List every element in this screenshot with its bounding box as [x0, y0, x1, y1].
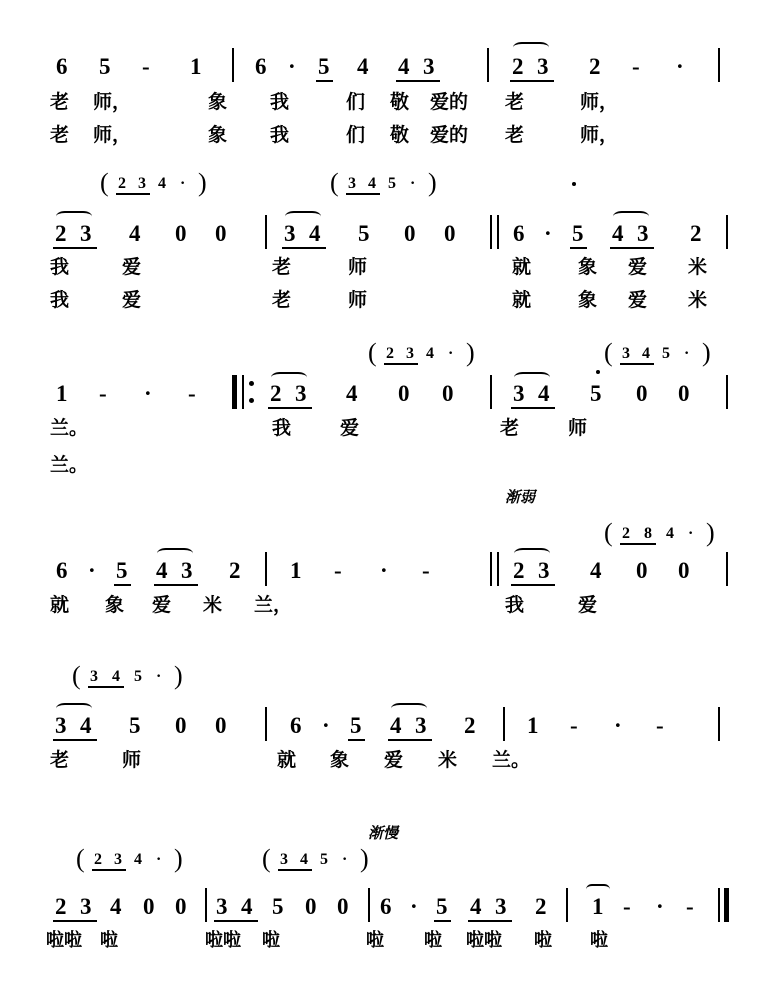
- lyric: 米: [688, 289, 708, 311]
- ornament-note: 5: [388, 175, 396, 192]
- note: 0: [678, 558, 690, 583]
- note: 4: [80, 713, 92, 738]
- dynamic-marking: 渐慢: [368, 824, 399, 842]
- note: -: [188, 381, 196, 406]
- note: 0: [175, 221, 187, 246]
- note: 3: [55, 713, 67, 738]
- note: 5: [99, 54, 111, 79]
- ornament-note: 3: [622, 345, 630, 362]
- lyric: 啦: [262, 930, 280, 951]
- ornament-dot: ·: [448, 345, 454, 362]
- lyric: 我: [272, 417, 292, 439]
- beam: [88, 686, 124, 688]
- barline: [265, 215, 267, 249]
- note: 1: [290, 558, 302, 583]
- ornament-dot: ·: [156, 668, 162, 685]
- note: 1: [56, 381, 68, 406]
- final-barline-thick: [724, 888, 729, 922]
- note: 4: [538, 381, 550, 406]
- barline: [497, 552, 499, 586]
- note: 3: [537, 54, 549, 79]
- note: 1: [190, 54, 202, 79]
- lyric: 就: [512, 256, 532, 278]
- note: 6: [56, 54, 68, 79]
- note: 2: [464, 713, 476, 738]
- note: 3: [80, 894, 92, 919]
- lyric: 我: [505, 594, 525, 616]
- dot-augment: ·: [322, 713, 330, 738]
- dot-augment: ·: [144, 381, 152, 406]
- barline: [490, 215, 492, 249]
- final-barline-thin: [718, 888, 720, 922]
- note: 3: [538, 558, 550, 583]
- barline: [566, 888, 568, 922]
- ornament-paren-open: (: [604, 518, 613, 547]
- repeat-dot: [249, 381, 254, 386]
- note: 4: [470, 894, 482, 919]
- ornament-note: 3: [348, 175, 356, 192]
- note: 5: [318, 54, 330, 79]
- note: 5: [590, 381, 602, 406]
- note: 6: [56, 558, 68, 583]
- note: -: [422, 558, 430, 583]
- lyric: 敬: [390, 124, 410, 146]
- ornament-note: 4: [158, 175, 166, 192]
- note: 0: [404, 221, 416, 246]
- ornament-paren-open: (: [368, 338, 377, 367]
- note: 4: [309, 221, 321, 246]
- beam: [346, 193, 380, 195]
- note: 3: [181, 558, 193, 583]
- note: 2: [270, 381, 282, 406]
- ornament-dot: ·: [180, 175, 186, 192]
- note: 2: [229, 558, 241, 583]
- ornament-paren-open: (: [604, 338, 613, 367]
- ornament-note: 5: [320, 851, 328, 868]
- ornament-paren-close: ): [706, 518, 715, 547]
- note: 0: [444, 221, 456, 246]
- note: -: [632, 54, 640, 79]
- note: 0: [143, 894, 155, 919]
- note: 4: [357, 54, 369, 79]
- ornament-note: 4: [426, 345, 434, 362]
- repeat-dot: [249, 398, 254, 403]
- lyric: 米: [203, 594, 223, 616]
- ornament-note: 8: [644, 525, 652, 542]
- note: 2: [690, 221, 702, 246]
- note: 5: [572, 221, 584, 246]
- lyric: 米: [688, 256, 708, 278]
- note: 5: [272, 894, 284, 919]
- lyric: 老: [50, 749, 70, 771]
- note: 3: [295, 381, 307, 406]
- ornament-paren-close: ): [466, 338, 475, 367]
- lyric: 老: [50, 91, 70, 113]
- note: 0: [215, 221, 227, 246]
- ornament-note: 5: [134, 668, 142, 685]
- barline: [497, 215, 499, 249]
- dot-augment: ·: [656, 894, 664, 919]
- beam: [114, 584, 131, 586]
- lyric: 师，: [93, 124, 132, 146]
- ornament-note: 4: [134, 851, 142, 868]
- beam: [278, 869, 312, 871]
- ornament-paren-open: (: [72, 661, 81, 690]
- beam: [620, 543, 656, 545]
- beam: [384, 363, 418, 365]
- note: 4: [241, 894, 253, 919]
- lyric: 敬: [390, 91, 410, 113]
- note: 0: [337, 894, 349, 919]
- ornament-note: 2: [386, 345, 394, 362]
- note: -: [570, 713, 578, 738]
- lyric: 象: [105, 594, 125, 616]
- barline: [232, 48, 234, 82]
- lyric: 爱的: [430, 124, 469, 146]
- lyric: 我: [270, 124, 290, 146]
- note: 0: [215, 713, 227, 738]
- lyric: 爱的: [430, 91, 469, 113]
- ornament-paren-close: ): [360, 844, 369, 873]
- note: 3: [637, 221, 649, 246]
- dot-augment: ·: [380, 558, 388, 583]
- dot-augment: ·: [614, 713, 622, 738]
- barline: [718, 48, 720, 82]
- note: 3: [284, 221, 296, 246]
- lyric: 啦: [590, 930, 608, 951]
- lyric: 啦: [366, 930, 384, 951]
- repeat-barline-thick: [232, 375, 237, 409]
- barline: [726, 375, 728, 409]
- note: 4: [129, 221, 141, 246]
- note: 5: [116, 558, 128, 583]
- note: 2: [513, 558, 525, 583]
- note: 0: [175, 894, 187, 919]
- note: 2: [535, 894, 547, 919]
- note: 5: [350, 713, 362, 738]
- ornament-note: 3: [90, 668, 98, 685]
- beam: [154, 584, 198, 586]
- ornament-dot: ·: [688, 525, 694, 542]
- ornament-note: 3: [138, 175, 146, 192]
- lyric: 爱: [152, 594, 172, 616]
- note: 0: [175, 713, 187, 738]
- note: 2: [589, 54, 601, 79]
- note: -: [656, 713, 664, 738]
- lyric: 啦啦: [205, 930, 241, 951]
- repeat-barline-thin: [242, 375, 244, 409]
- ornament-note: 3: [406, 345, 414, 362]
- note: 1: [527, 713, 539, 738]
- lyric: 就: [277, 749, 297, 771]
- ornament-paren-close: ): [198, 168, 207, 197]
- note: 5: [358, 221, 370, 246]
- note: 5: [129, 713, 141, 738]
- ornament-paren-open: (: [330, 168, 339, 197]
- beam: [268, 407, 312, 409]
- lyric: 兰，: [254, 594, 293, 616]
- beam: [116, 193, 150, 195]
- ornament-note: 4: [642, 345, 650, 362]
- lyric: 象: [208, 91, 228, 113]
- lyric: 啦: [424, 930, 442, 951]
- note: -: [99, 381, 107, 406]
- barline: [205, 888, 207, 922]
- note: 2: [55, 894, 67, 919]
- lyric: 啦啦: [466, 930, 502, 951]
- lyric: 师: [568, 417, 588, 439]
- barline: [503, 707, 505, 741]
- lyric: 师，: [580, 91, 619, 113]
- beam: [396, 80, 440, 82]
- lyric: 们: [346, 91, 366, 113]
- note: 4: [346, 381, 358, 406]
- slur: [513, 42, 549, 53]
- ornament-dot: ·: [684, 345, 690, 362]
- staccato-dot: [596, 370, 600, 374]
- beam: [388, 739, 432, 741]
- note: 2: [55, 221, 67, 246]
- lyric: 就: [512, 289, 532, 311]
- lyric: 爱: [122, 289, 142, 311]
- beam: [468, 920, 512, 922]
- ornament-dot: ·: [156, 851, 162, 868]
- note: 1: [592, 894, 604, 919]
- beam: [511, 407, 555, 409]
- dynamic-marking: 渐弱: [505, 488, 536, 506]
- ornament-paren-open: (: [76, 844, 85, 873]
- ornament-dot: ·: [342, 851, 348, 868]
- note: 4: [590, 558, 602, 583]
- beam: [53, 247, 97, 249]
- ornament-note: 2: [94, 851, 102, 868]
- lyric: 师: [348, 289, 368, 311]
- lyric: 老: [505, 124, 525, 146]
- lyric: 老: [50, 124, 70, 146]
- note: 4: [398, 54, 410, 79]
- ornament-paren-open: (: [262, 844, 271, 873]
- note: 0: [678, 381, 690, 406]
- note: 6: [380, 894, 392, 919]
- dot-augment: ·: [88, 558, 96, 583]
- barline: [726, 215, 728, 249]
- lyric: 爱: [628, 256, 648, 278]
- ornament-paren-close: ): [702, 338, 711, 367]
- dot-augment: ·: [544, 221, 552, 246]
- lyric: 师，: [93, 91, 132, 113]
- lyric: 我: [270, 91, 290, 113]
- lyric: 师，: [580, 124, 619, 146]
- note: 5: [436, 894, 448, 919]
- lyric: 老: [272, 256, 292, 278]
- ornament-note: 4: [368, 175, 376, 192]
- ornament-note: 2: [622, 525, 630, 542]
- ornament-paren-close: ): [174, 844, 183, 873]
- ornament-paren-close: ): [174, 661, 183, 690]
- note: 2: [512, 54, 524, 79]
- ornament-note: 4: [112, 668, 120, 685]
- lyric: 爱: [628, 289, 648, 311]
- lyric: 兰。: [492, 749, 531, 771]
- barline: [490, 375, 492, 409]
- barline: [718, 707, 720, 741]
- note: 4: [110, 894, 122, 919]
- note: 3: [216, 894, 228, 919]
- beam: [511, 584, 555, 586]
- note: 3: [423, 54, 435, 79]
- note: 4: [612, 221, 624, 246]
- lyric: 象: [578, 256, 598, 278]
- note: 0: [636, 558, 648, 583]
- lyric: 们: [346, 124, 366, 146]
- beam: [316, 80, 333, 82]
- beam: [92, 869, 126, 871]
- note: 4: [156, 558, 168, 583]
- barline: [490, 552, 492, 586]
- note: 3: [415, 713, 427, 738]
- lyric: 师: [122, 749, 142, 771]
- ornament-note: 4: [666, 525, 674, 542]
- lyric: 啦: [534, 930, 552, 951]
- ornament-note: 3: [280, 851, 288, 868]
- staccato-dot: [572, 182, 576, 186]
- beam: [610, 247, 654, 249]
- lyric: 爱: [340, 417, 360, 439]
- ornament-note: 5: [662, 345, 670, 362]
- note: 0: [305, 894, 317, 919]
- lyric: 兰。: [50, 454, 89, 476]
- note: -: [686, 894, 694, 919]
- beam: [510, 80, 554, 82]
- beam: [348, 739, 365, 741]
- lyric: 兰。: [50, 417, 89, 439]
- dot-augment: ·: [410, 894, 418, 919]
- note: -: [623, 894, 631, 919]
- barline: [265, 707, 267, 741]
- dot-augment: ·: [676, 54, 684, 79]
- ornament-paren-close: ): [428, 168, 437, 197]
- lyric: 象: [208, 124, 228, 146]
- lyric: 象: [578, 289, 598, 311]
- note: 0: [442, 381, 454, 406]
- lyric: 爱: [578, 594, 598, 616]
- note: 6: [290, 713, 302, 738]
- lyric: 我: [50, 256, 70, 278]
- note: 4: [390, 713, 402, 738]
- beam: [434, 920, 451, 922]
- note: 6: [255, 54, 267, 79]
- note: 3: [80, 221, 92, 246]
- ornament-note: 3: [114, 851, 122, 868]
- lyric: 啦: [100, 930, 118, 951]
- dot-augment: ·: [288, 54, 296, 79]
- note: 0: [636, 381, 648, 406]
- lyric: 啦啦: [46, 930, 82, 951]
- lyric: 就: [50, 594, 70, 616]
- barline: [265, 552, 267, 586]
- lyric: 师: [348, 256, 368, 278]
- beam: [282, 247, 326, 249]
- beam: [620, 363, 654, 365]
- note: -: [334, 558, 342, 583]
- ornament-dot: ·: [410, 175, 416, 192]
- ornament-note: 4: [300, 851, 308, 868]
- barline: [487, 48, 489, 82]
- note: -: [142, 54, 150, 79]
- note: 0: [398, 381, 410, 406]
- beam: [570, 247, 587, 249]
- lyric: 老: [505, 91, 525, 113]
- lyric: 我: [50, 289, 70, 311]
- beam: [53, 739, 97, 741]
- lyric: 老: [272, 289, 292, 311]
- lyric: 象: [330, 749, 350, 771]
- beam: [214, 920, 258, 922]
- lyric: 米: [438, 749, 458, 771]
- ornament-paren-open: (: [100, 168, 109, 197]
- note: 6: [513, 221, 525, 246]
- barline: [726, 552, 728, 586]
- lyric: 爱: [122, 256, 142, 278]
- ornament-note: 2: [118, 175, 126, 192]
- lyric: 老: [500, 417, 520, 439]
- beam: [53, 920, 97, 922]
- barline: [368, 888, 370, 922]
- note: 3: [495, 894, 507, 919]
- note: 3: [513, 381, 525, 406]
- lyric: 爱: [384, 749, 404, 771]
